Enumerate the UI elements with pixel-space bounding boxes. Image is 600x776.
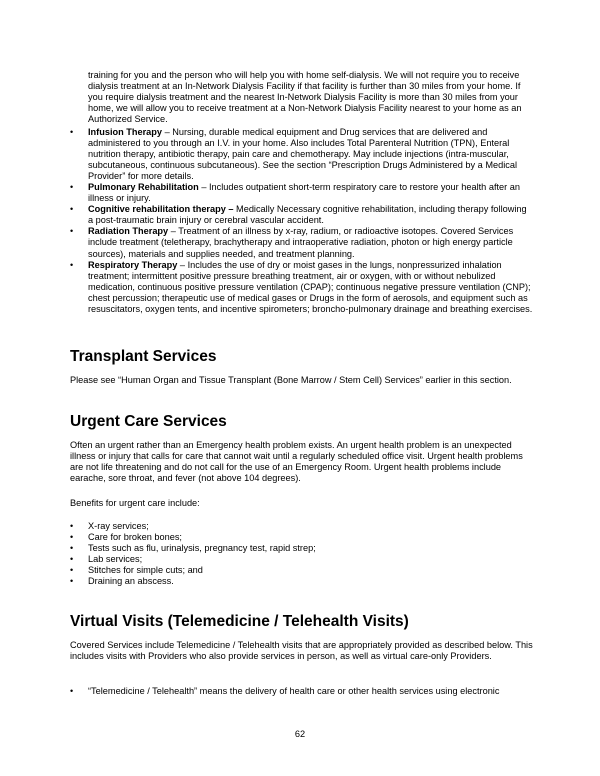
item-term: Cognitive rehabilitation therapy – [88, 204, 234, 215]
bullet-icon [70, 260, 84, 271]
list-item [70, 576, 534, 587]
transplant-text: Please see “Human Organ and Tissue Transplant (Bone Marrow / Stem Cell) Services” earlier in this section. [70, 375, 512, 385]
item-text: Medically Necessary cognitive rehabilitation, including therapy following a post-traumatic brain injury or cerebral vascular accident. [88, 204, 527, 226]
transplant-heading: Transplant Services [70, 348, 217, 365]
bullet-icon [70, 532, 84, 543]
bullet-icon [70, 127, 84, 138]
bullet-icon [70, 226, 84, 237]
item-text: Tests such as flu, urinalysis, pregnancy test, rapid strep; [88, 543, 316, 554]
item-text: – Nursing, durable medical equipment and Drug services that are delivered and administered to you through an I.V. in your home. Also includes Total Parenteral Nutrition (TPN), Enteral nutrition therapy, antibiotic therapy, pain care and chemotherapy. May include injections (intra-muscular, subcutaneous, continuous subcutaneous). See the section “Prescription Drugs Administered by a Medical Provider” for more details. [88, 126, 517, 181]
item-text: “Telemedicine / Telehealth” means the delivery of health care or other health services using electronic [88, 686, 500, 696]
list-item [70, 182, 534, 204]
virtual-visits-intro: Covered Services include Telemedicine / Telehealth visits that are appropriately provided as described below. This includes visits with Providers who also provide services in person, as well as virtual care-only Providers. [70, 640, 533, 662]
list-item [70, 521, 534, 532]
item-text: – Treatment of an illness by x-ray, radium, or radioactive isotopes. Covered Services include treatment (teletherapy, brachytherapy and intraoperative radiation, photon or high energy particle sources), materials and supplies needed, and treatment planning. [88, 226, 514, 259]
item-text: X-ray services; [88, 521, 149, 531]
dialysis-continuation-text: training for you and the person who will help you with home self-dialysis. We will not require you to receive dialysis treatment at an In-Network Dialysis Facility if that facility is further than 30 miles from your home. If you require dialysis treatment and the nearest In-Network Dialysis Facility is more than 30 miles from your home, we will allow you to receive treatment at a Non-Network Dialysis Facility nearest to your home as an Authorized Service. [88, 70, 522, 125]
bullet-icon [70, 686, 84, 697]
page-number: 62 [294, 729, 306, 739]
list-item [70, 204, 534, 226]
list-item [70, 543, 534, 554]
bullet-icon [70, 565, 84, 576]
list-item [70, 260, 534, 315]
item-text: Care for broken bones; [88, 532, 182, 543]
list-item [70, 686, 534, 697]
urgent-care-list [70, 521, 534, 588]
urgent-care-intro: Often an urgent rather than an Emergency health problem exists. An urgent health problem is an unexpected illness or injury that calls for care that cannot wait until a regularly scheduled office visit. Urgent health problems are not life threatening and do not call for the use of an Emergency Room. Urgent health problems include earache, sore throat, and fever (not above 104 degrees). [70, 440, 523, 484]
list-item [70, 127, 534, 182]
therapy-list [70, 127, 534, 316]
item-term: Pulmonary Rehabilitation [88, 181, 199, 192]
bullet-icon [70, 576, 84, 587]
bullet-icon [70, 543, 84, 554]
list-item [70, 532, 534, 543]
item-text: Draining an abscess. [88, 576, 174, 587]
urgent-benefits-intro: Benefits for urgent care include: [70, 498, 200, 508]
item-text: – Includes the use of dry or moist gases in the lungs, nonpressurized inhalation treatment; intermittent positive pressure breathing treatment, air or oxygen, with or without nebulized medication, continuous positive pressure ventilation (CPAP); continuous negative pressure ventilation (CNP); chest percussion; therapeutic use of medical gases or Drugs in the form of aerosols, and equipment such as resuscitators, oxygen tents, and incentive spirometers; broncho-pulmonary drainage and breathing exercises. [88, 259, 533, 314]
bullet-icon [70, 521, 84, 532]
item-text: Stitches for simple cuts; and [88, 565, 203, 576]
virtual-visits-list [70, 686, 534, 697]
item-text: – Includes outpatient short-term respiratory care to restore your health after an illness or injury. [88, 181, 520, 204]
bullet-icon [70, 554, 84, 565]
item-text: Lab services; [88, 554, 143, 565]
item-term: Radiation Therapy [88, 226, 169, 237]
list-item [70, 565, 534, 576]
virtual-visits-heading: Virtual Visits (Telemedicine / Telehealth Visits) [70, 613, 409, 630]
bullet-icon [70, 182, 84, 193]
item-term: Infusion Therapy [88, 126, 163, 137]
list-item [70, 554, 534, 565]
list-item [70, 226, 534, 259]
urgent-care-heading: Urgent Care Services [70, 413, 227, 430]
bullet-icon [70, 204, 84, 215]
item-term: Respiratory Therapy [88, 259, 178, 270]
